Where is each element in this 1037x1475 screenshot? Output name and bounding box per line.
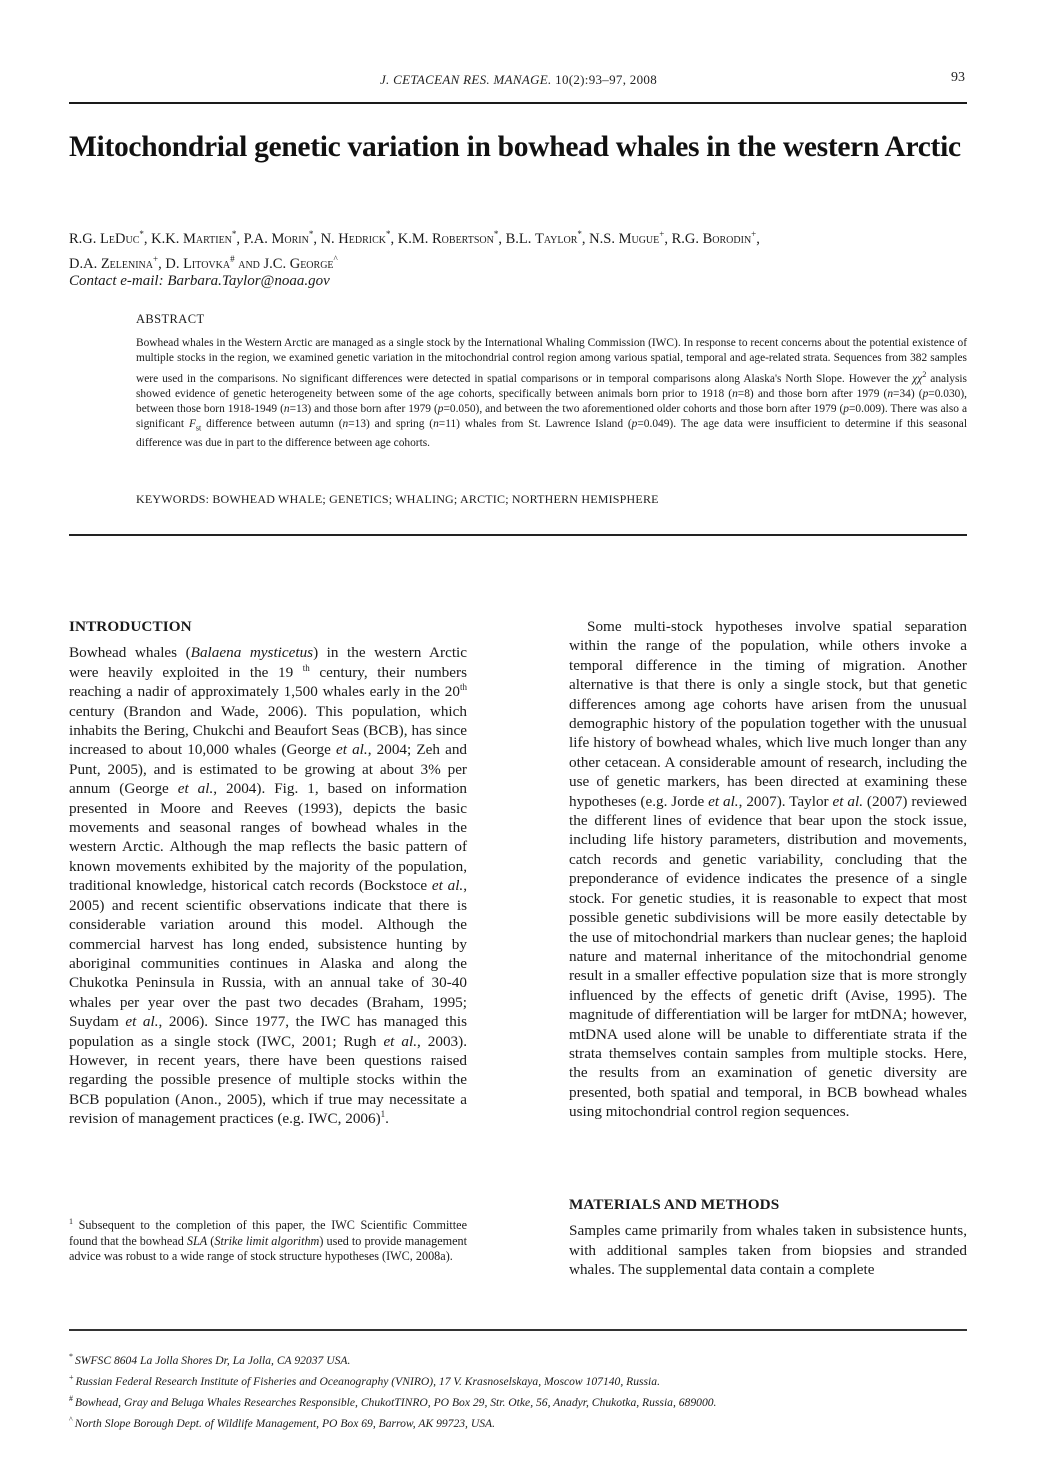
affiliation-item: * SWFSC 8604 La Jolla Shores Dr, La Jolla, CA 92037 USA. [69, 1352, 351, 1367]
affiliation-item: # Bowhead, Gray and Beluga Whales Researches Responsible, ChukotTINRO, PO Box 29, Str. Otke, 56, Anadyr, Chukotka, Russia, 689000. [69, 1393, 717, 1409]
intro-paragraph-2: Some multi-stock hypotheses involve spatial separation within the range of the population, while others invoke a temporal difference in the timing of migration. Another alternative is that there is only a single stock, but that genetic differences among age cohorts have arisen from the unusual demographic history of the population together with the unusual life history of bowhead whales, which live much longer than any other cetacean. A considerable amount of research, including the use of genetic markers, has been directed at examining these hypotheses (e.g. Jorde et al., 2007). Taylor et al. (2007) reviewed the different lines of evidence that bear upon the stock issue, including life history parameters, distribution and movements, catch records and genetic variability, concluding that the preponderance of evidence indicates the presence of a single stock. For genetic studies, it is reasonable to expect that most possible genetic subdivisions will be more easily detectable by the use of mitochondrial markers than nuclear genes; the haploid nature and maternal inheritance of the mitochondrial genome result in a smaller effective population size that is more strongly influenced by the effects of genetic drift (Avise, 1995). The magnitude of differentiation will be larger for mtDNA; however, mtDNA used alone will be unable to differentiate strata if the strata themselves contain samples from multiple stocks. Here, the results from an examination of genetic diversity are presented, both spatial and temporal, in BCB bowhead whales using mitochondrial control region sequences. [569, 618, 967, 1121]
journal-name: J. CETACEAN RES. MANAGE. [379, 72, 552, 87]
right-column [569, 617, 967, 1122]
methods-paragraph: Samples came primarily from whales taken in subsistence hunts, with additional samples taken from biopsies and stranded whales. The supplemental data contain a complete [569, 1222, 967, 1279]
keywords: KEYWORDS: BOWHEAD WHALE; GENETICS; WHALING; ARCTIC; NORTHERN HEMISPHERE [136, 492, 659, 506]
introduction-heading: INTRODUCTION [69, 618, 192, 635]
paper-title: Mitochondrial genetic variation in bowhead whales in the western Arctic [69, 131, 961, 163]
journal-citation: 10(2):93–97, 2008 [555, 72, 658, 87]
header-rule [69, 102, 967, 104]
affiliations [69, 1348, 967, 1431]
page-number: 93 [951, 70, 965, 85]
footer-rule [69, 1329, 967, 1331]
author-names: R.G. LeDuc*, K.K. Martien*, P.A. Morin*, N. Hedrick*, K.M. Robertson*, B.L. Taylor*, N.S. Mugue+, R.G. Borodin+, D.A. Zelenina+, D. Litovka# and J.C. George^ [69, 229, 760, 272]
methods-heading: MATERIALS AND METHODS [569, 1196, 780, 1213]
affiliation-item: + Russian Federal Research Institute of Fisheries and Oceanography (VNIRO), 17 V. Krasnoselskaya, Moscow 107140, Russia. [69, 1372, 660, 1388]
abstract-rule [69, 534, 967, 536]
abstract-heading: ABSTRACT [136, 312, 205, 326]
intro-paragraph-1: Bowhead whales (Balaena mysticetus) in the western Arctic were heavily exploited in the 19 $^{th}$ century, their numbers reaching a nadir of approximately 1,500 whales early in the 20th century (Brandon and Wade, 2006). This population, which inhabits the Bering, Chukchi and Beaufort Seas (BCB), has since increased to about 10,000 whales (George et al., 2004; Zeh and Punt, 2005), and is estimated to be growing at about 3% per annum (George et al., 2004). Fig. 1, based on information presented in Moore and Reeves (1993), depicts the basic movements and seasonal ranges of bowhead whales in the western Arctic. Although the map reflects the basic pattern of known movements exhibited by the majority of the population, traditional knowledge, historical catch records (Bockstoce et al., 2005) and recent scientific observations indicate that there is considerable variation around this model. Although the commercial harvest has long ended, subsistence hunting by aboriginal communities continues in Alaska and along the Chukotka Peninsula in Russia, with an annual take of 30-40 whales per year over the past two decades (Braham, 1995; Suydam et al., 2006). Since 1977, the IWC has managed this population as a single stock (IWC, 2001; Rugh et al., 2003). However, in recent years, there have been questions raised regarding the possible presence of multiple stocks within the BCB population (Anon., 2005), which if true may necessitate a revision of management practices (e.g. IWC, 2006)$^1$. [69, 644, 468, 1128]
methods-section [569, 1195, 967, 1280]
author-list [69, 224, 969, 274]
running-header [0, 72, 1037, 88]
left-column [69, 617, 467, 1129]
affiliation-item: ^ North Slope Borough Dept. of Wildlife Management, PO Box 69, Barrow, AK 99723, USA. [69, 1414, 496, 1430]
footnote: $^1$ Subsequent to the completion of this paper, the IWC Scientific Committee found that the bowhead SLA (Strike limit algorithm) used to provide management advice was robust to a wide range of stock structure hypotheses (IWC, 2008a). [69, 1216, 468, 1263]
contact-email[interactable]: Contact e-mail: Barbara.Taylor@noaa.gov [69, 273, 330, 289]
abstract-text: Bowhead whales in the Western Arctic are managed as a single stock by the International Whaling Commission (IWC). In response to recent concerns about the potential existence of multiple stocks in the region, we examined genetic variation in the mitochondrial control region among various spatial, temporal and age-related strata. Sequences from 382 samples were used in the comparisons. No significant differences were detected in spatial comparisons or in temporal comparisons along Alaska's North Slope. However the $\chi\chi^2$ analysis showed evidence of genetic heterogeneity between some of the age cohorts, specifically between animals born prior to 1918 (n=8) and those born after 1979 (n=34) (p=0.030), between those born 1918-1949 (n=13) and those born after 1979 (p=0.050), and between the two aforementioned older cohorts and those born after 1979 (p=0.009). There was also a significant $F_{st}$ difference between autumn (n=13) and spring (n=11) whales from St. Lawrence Island (p=0.049). The age data were insufficient to determine if this seasonal difference was due in part to the difference between age cohorts. [136, 337, 967, 449]
